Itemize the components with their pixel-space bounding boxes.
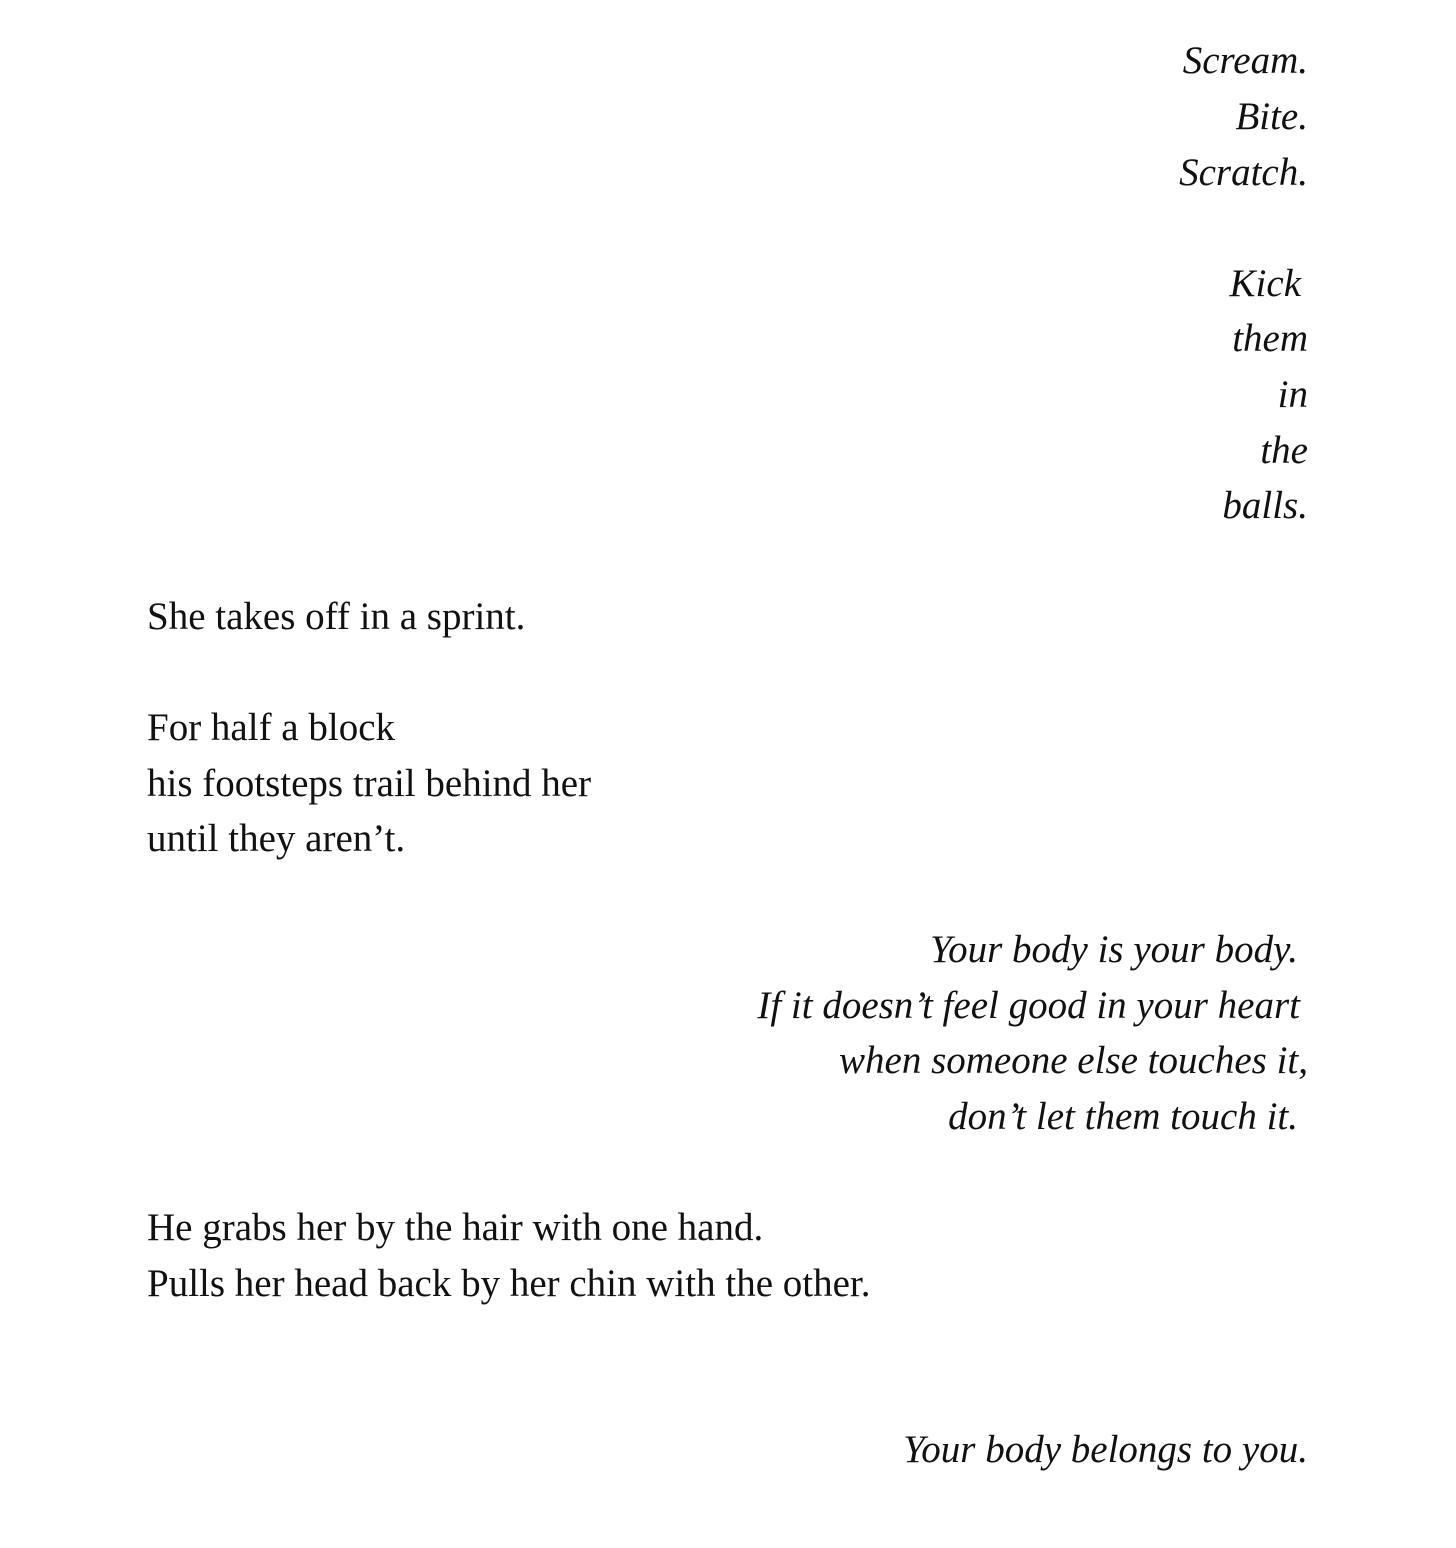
poem-line: Kick xyxy=(1229,262,1301,305)
poem-line: them xyxy=(1232,317,1308,360)
poem-line: in xyxy=(1277,373,1308,416)
poem-line: the xyxy=(1260,429,1308,472)
poem-line: For half a block xyxy=(147,706,396,749)
poem-line: balls. xyxy=(1222,484,1308,527)
poem-line: She takes off in a sprint. xyxy=(147,595,526,638)
poem-line: when someone else touches it, xyxy=(839,1039,1308,1082)
poem-line: Bite. xyxy=(1235,95,1308,138)
poem-line: don’t let them touch it. xyxy=(948,1095,1298,1138)
poem-line: If it doesn’t feel good in your heart xyxy=(757,984,1300,1027)
poem-line: until they aren’t. xyxy=(147,817,406,860)
poem-line: his footsteps trail behind her xyxy=(147,762,592,805)
poem-line: Your body is your body. xyxy=(929,928,1298,971)
poem-line: He grabs her by the hair with one hand. xyxy=(147,1206,764,1249)
poem-line: Pulls her head back by her chin with the other. xyxy=(147,1262,871,1305)
poem-line: Scream. xyxy=(1182,39,1308,82)
poem-line: Scratch. xyxy=(1179,151,1308,194)
poem-line: Your body belongs to you. xyxy=(903,1428,1308,1471)
